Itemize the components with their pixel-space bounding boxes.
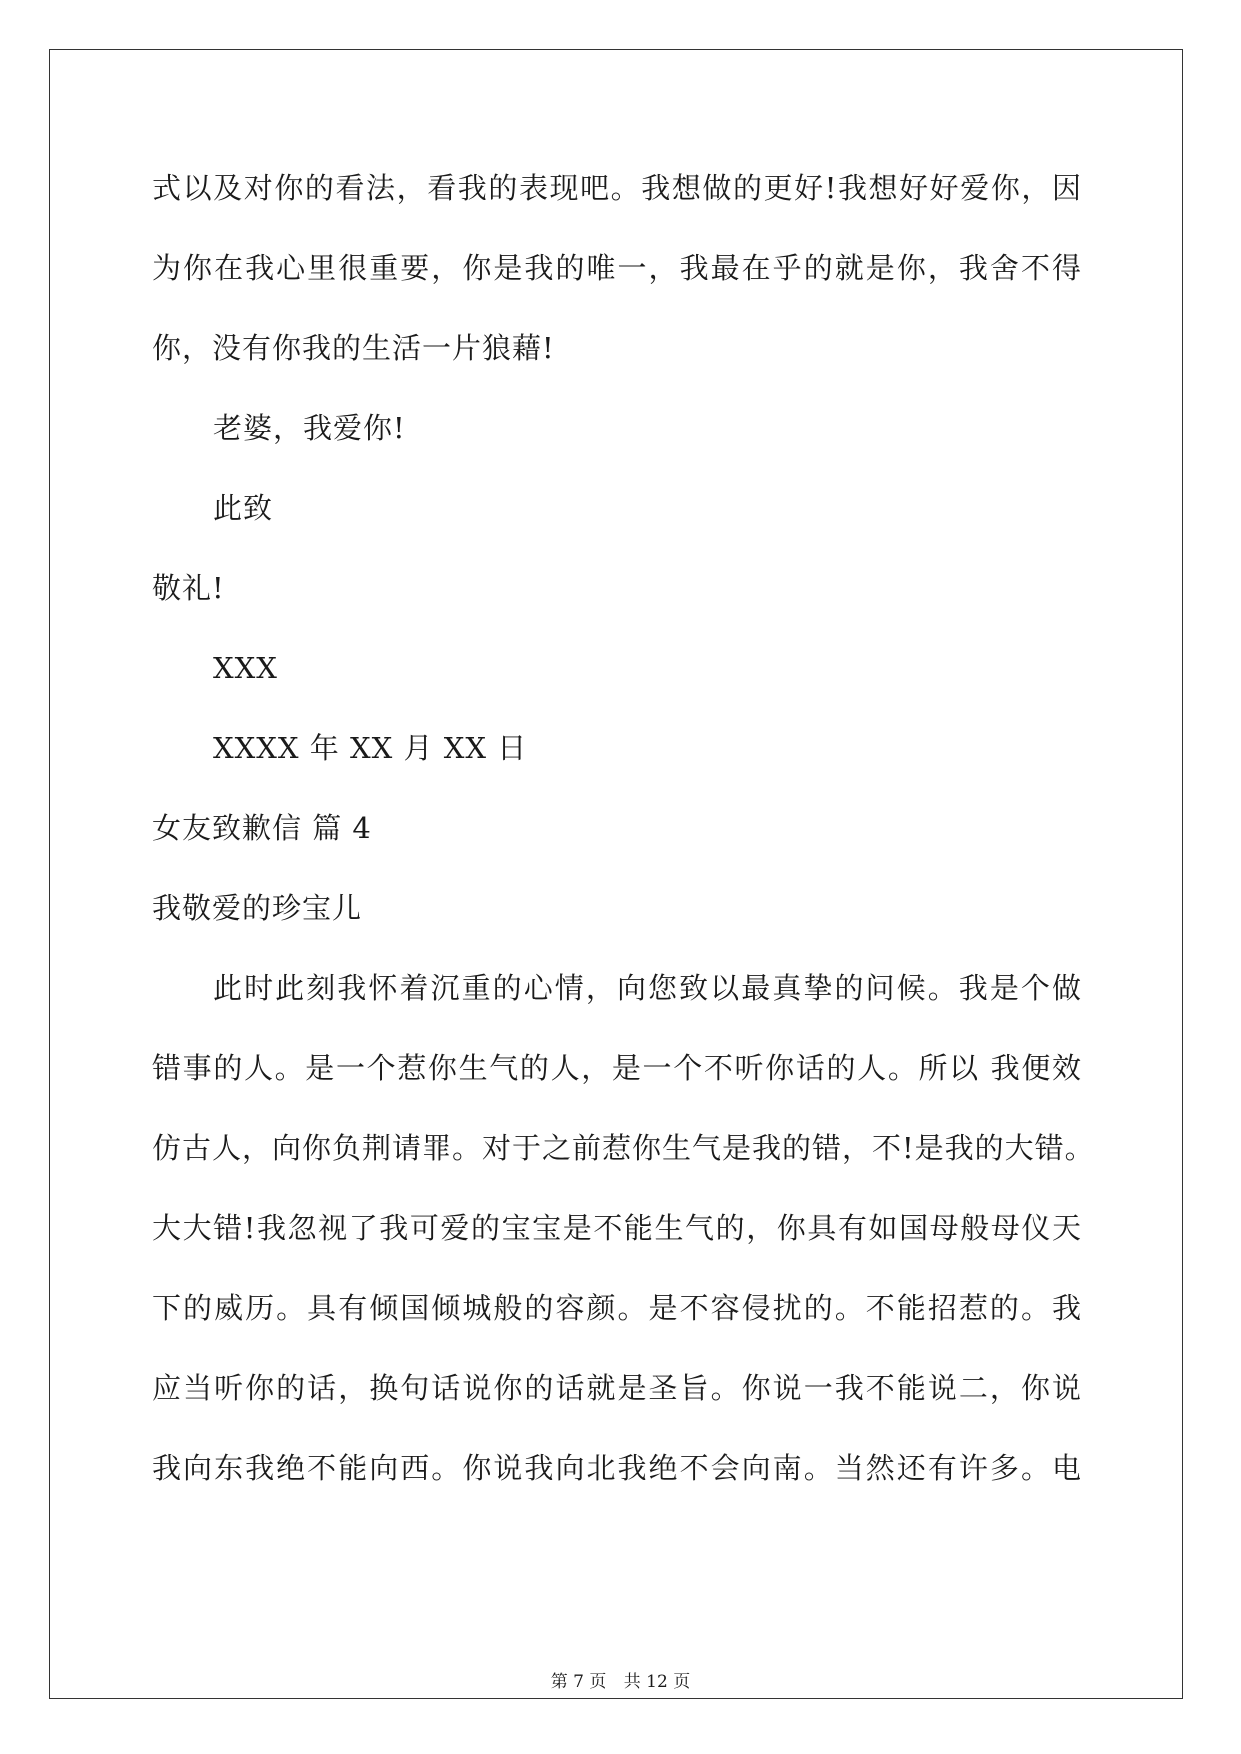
body-line: 为你在我心里很重要，你是我的唯一，我最在乎的就是你，我舍不得 [152,251,1082,285]
page-number: 第 7 页 [550,1672,607,1692]
body-line: 错事的人。是一个惹你生气的人，是一个不听你话的人。所以 我便效 [152,1051,1082,1085]
signature-line: XXX [213,651,278,685]
greeting-line: 老婆，我爱你! [213,411,406,445]
page-footer [0,1670,1241,1694]
body-line: 你，没有你我的生活一片狼藉! [152,331,555,365]
body-line: 应当听你的话，换句话说你的话就是圣旨。你说一我不能说二，你说 [152,1371,1082,1405]
body-line: 此时此刻我怀着沉重的心情，向您致以最真挚的问候。我是个做 [213,971,1082,1005]
date-line: XXXX 年 XX 月 XX 日 [213,731,528,765]
body-line: 式以及对你的看法，看我的表现吧。我想做的更好!我想好好爱你，因 [152,171,1082,205]
closing-line: 此致 [213,491,274,525]
section-heading: 女友致歉信 篇 4 [152,811,372,845]
body-line: 我向东我绝不能向西。你说我向北我绝不会向南。当然还有许多。电 [152,1451,1082,1485]
body-line: 仿古人，向你负荆请罪。对于之前惹你生气是我的错，不!是我的大错。 [152,1131,1095,1165]
body-line: 下的威历。具有倾国倾城般的容颜。是不容侵扰的。不能招惹的。我 [152,1291,1082,1325]
salutation-line: 敬礼! [152,571,225,605]
body-line: 大大错!我忽视了我可爱的宝宝是不能生气的，你具有如国母般母仪天 [152,1211,1082,1245]
letter-opening: 我敬爱的珍宝儿 [152,891,363,925]
page-total: 共 12 页 [623,1672,691,1692]
